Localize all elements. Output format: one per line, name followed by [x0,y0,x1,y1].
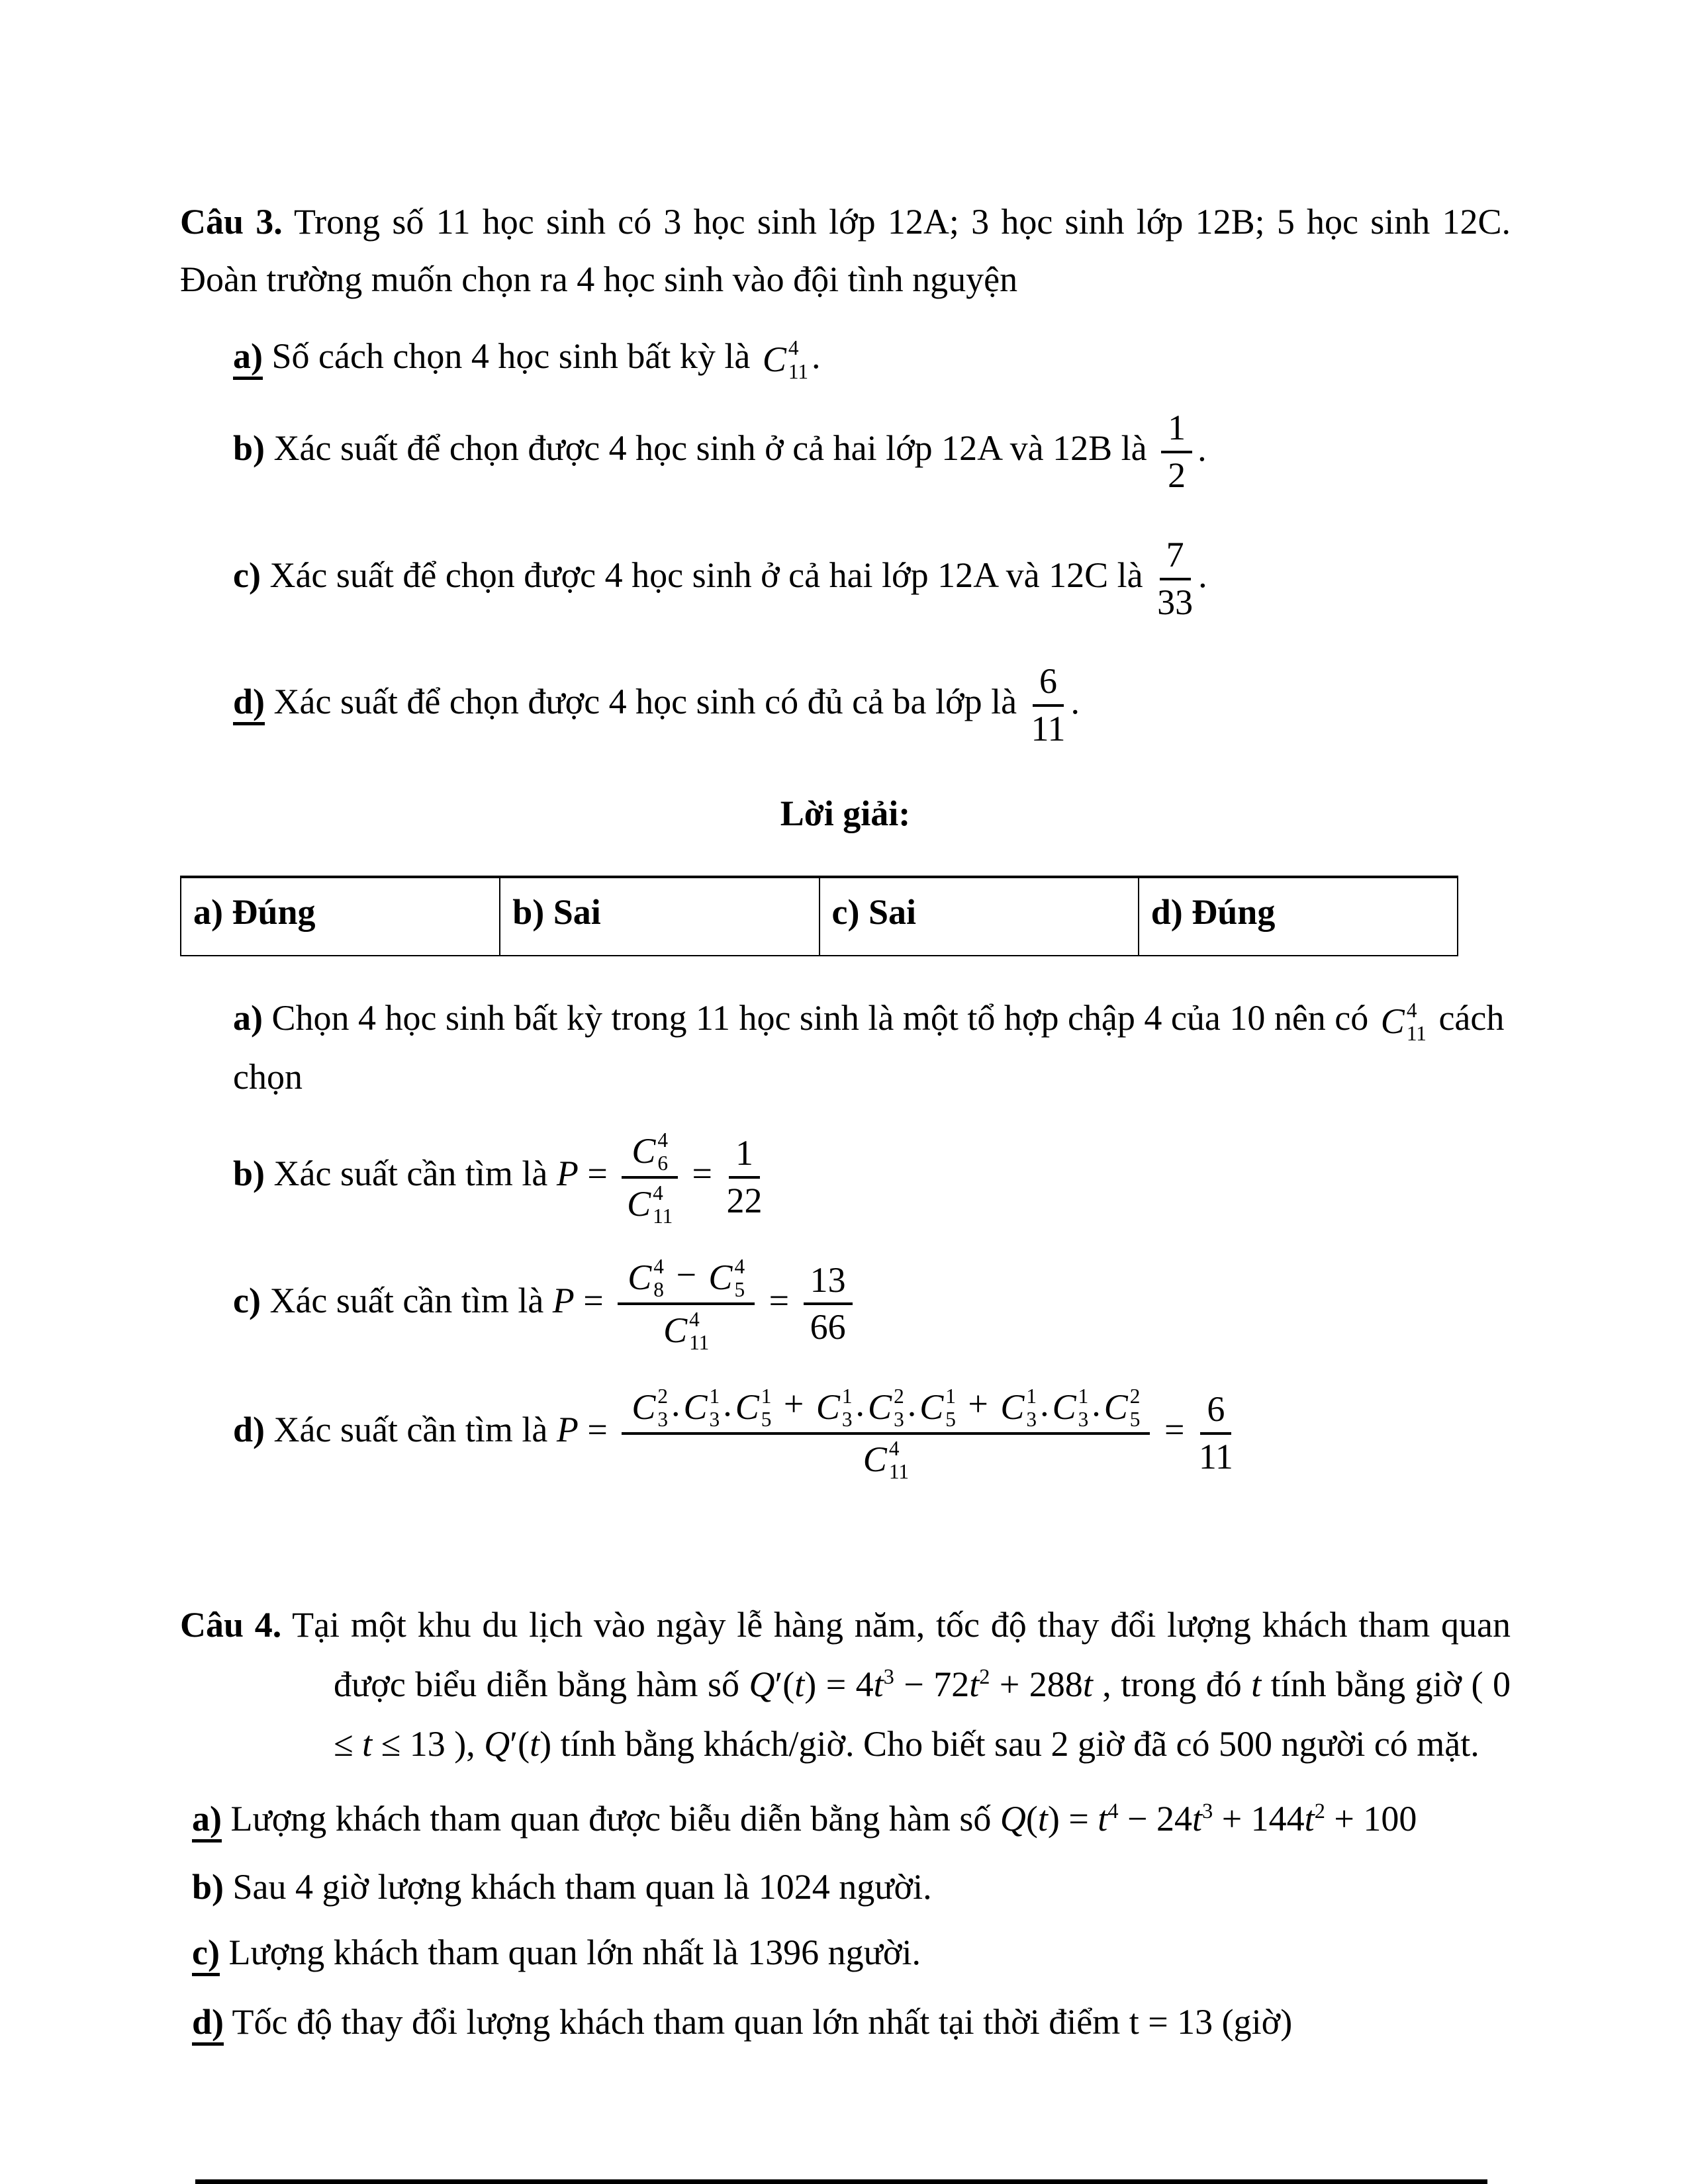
solution-step-a-math: C 4 11 [1380,998,1427,1045]
q3-item-a [233,329,1511,387]
q4-item-a-math: $Q(t) = t^4 - 24t^3 + 144t^2 + 100$ [1000,1799,1417,1839]
solution-step-c [233,1254,1511,1354]
q3-item-b [233,407,1511,496]
solution-step-b-text: Xác suất cần tìm là [273,1154,548,1194]
solution-step-d [233,1383,1511,1483]
q4-item-a-label: a) [192,1799,222,1843]
q3-item-d [233,660,1511,750]
q3-item-c [233,534,1511,623]
solution-step-d-math: P = C 2 3 . C 1 3 . C 1 5 + C 1 3 . C 2 3 . C 1 5 + C 1 3 . C 1 3 . C 2 5 C 4 11 = $\frac{6}{11}$ [556,1384,1233,1484]
question-3-paragraph [180,193,1511,309]
solution-step-c-text: Xác suất cần tìm là [269,1280,544,1320]
q3-item-d-text: Xác suất để chọn được 4 học sinh có đủ cả ba lớp là [273,682,1017,722]
solution-step-a-tail: cách chọn [233,998,1505,1097]
solution-step-a-text: Chọn 4 học sinh bất kỳ trong 11 học sinh là một tổ hợp chập 4 của 10 nên có [271,998,1369,1038]
q3-item-c-label: c) [233,555,261,595]
q3-item-d-label: d) [233,682,265,725]
next-page-top-edge [195,2179,1487,2184]
q4-item-c [192,1926,1511,1979]
solution-heading: Lời giải: [780,793,911,833]
solution-step-b [233,1127,1511,1227]
q3-item-a-label: a) [233,336,263,380]
q4-item-b [192,1860,1511,1914]
q4-item-c-label: c) [192,1933,220,1976]
solution-step-c-math: P = C 4 8 − C 4 5 C 4 11 = $\frac{13}{66}$ [553,1281,858,1320]
answer-row [181,877,1458,956]
q4-item-b-text: Sau 4 giờ lượng khách tham quan là 1024 người. [232,1867,932,1907]
solution-step-a-label: a) [233,998,263,1038]
q4-item-d-text: Tốc độ thay đổi lượng khách tham quan lớn nhất tại thời điểm t = 13 (giờ) [232,2002,1293,2042]
solution-step-d-label: d) [233,1410,265,1450]
q3-item-b-math: $\frac{1}{2}$ . [1156,429,1207,469]
question-4-label: Câu 4. [180,1605,282,1645]
answer-cell-b: b) Sai [500,877,819,956]
q3-item-b-label: b) [233,428,265,469]
question-3-label: Câu 3. [180,202,283,242]
solution-step-c-label: c) [233,1280,261,1320]
solution-step-d-text: Xác suất cần tìm là [273,1410,548,1450]
q4-item-b-label: b) [192,1867,224,1907]
answer-cell-c: c) Sai [820,877,1139,956]
q3-item-c-math: $\frac{7}{33}$ . [1157,534,1207,622]
solution-step-a [233,991,1511,1105]
q3-item-a-text: Số cách chọn 4 học sinh bất kỳ là [271,336,751,376]
question-4-paragraph [180,1596,1511,1774]
q4-item-d [192,1995,1511,2049]
q3-item-a-math: C 4 11 . [762,336,821,383]
q3-item-b-text: Xác suất để chọn được 4 học sinh ở cả hai lớp 12A và 12B là [273,428,1147,469]
answer-cell-a: a) Đúng [181,877,500,956]
q3-item-d-math: $\frac{6}{11}$ . [1031,661,1080,749]
solution-step-b-math: P = C 4 6 C 4 11 = $\frac{1}{22}$ [556,1128,763,1228]
answer-table [180,876,1458,956]
answer-cell-d: d) Đúng [1139,877,1458,956]
q4-item-a-text: Lượng khách tham quan được biễu diễn bằng hàm số [230,1799,992,1839]
q3-item-c-text: Xác suất để chọn được 4 học sinh ở cả hai lớp 12A và 12C là [269,555,1143,595]
question-4-body: Tại một khu du lịch vào ngày lễ hàng năm, tốc độ thay đổi lượng khách tham quan được biểu diễn bằng hàm số $Q'(t) = 4t^3 - 72t^2 + 288t$ , trong đó t tính bằng giờ ( 0 ≤ t ≤ 13 ), Q′(t) tính bằng khách/giờ. Cho biết sau 2 giờ đã có 500 người có mặt. [292,1605,1511,1764]
q4-item-d-label: d) [192,2002,224,2046]
question-3-intro: Trong số 11 học sinh có 3 học sinh lớp 12A; 3 học sinh lớp 12B; 5 học sinh 12C. Đoàn trường muốn chọn ra 4 học sinh vào đội tình nguyện [180,202,1511,300]
solution-step-b-label: b) [233,1154,265,1194]
q4-item-a [192,1792,1511,1846]
q4-item-c-text: Lượng khách tham quan lớn nhất là 1396 người. [228,1933,921,1973]
